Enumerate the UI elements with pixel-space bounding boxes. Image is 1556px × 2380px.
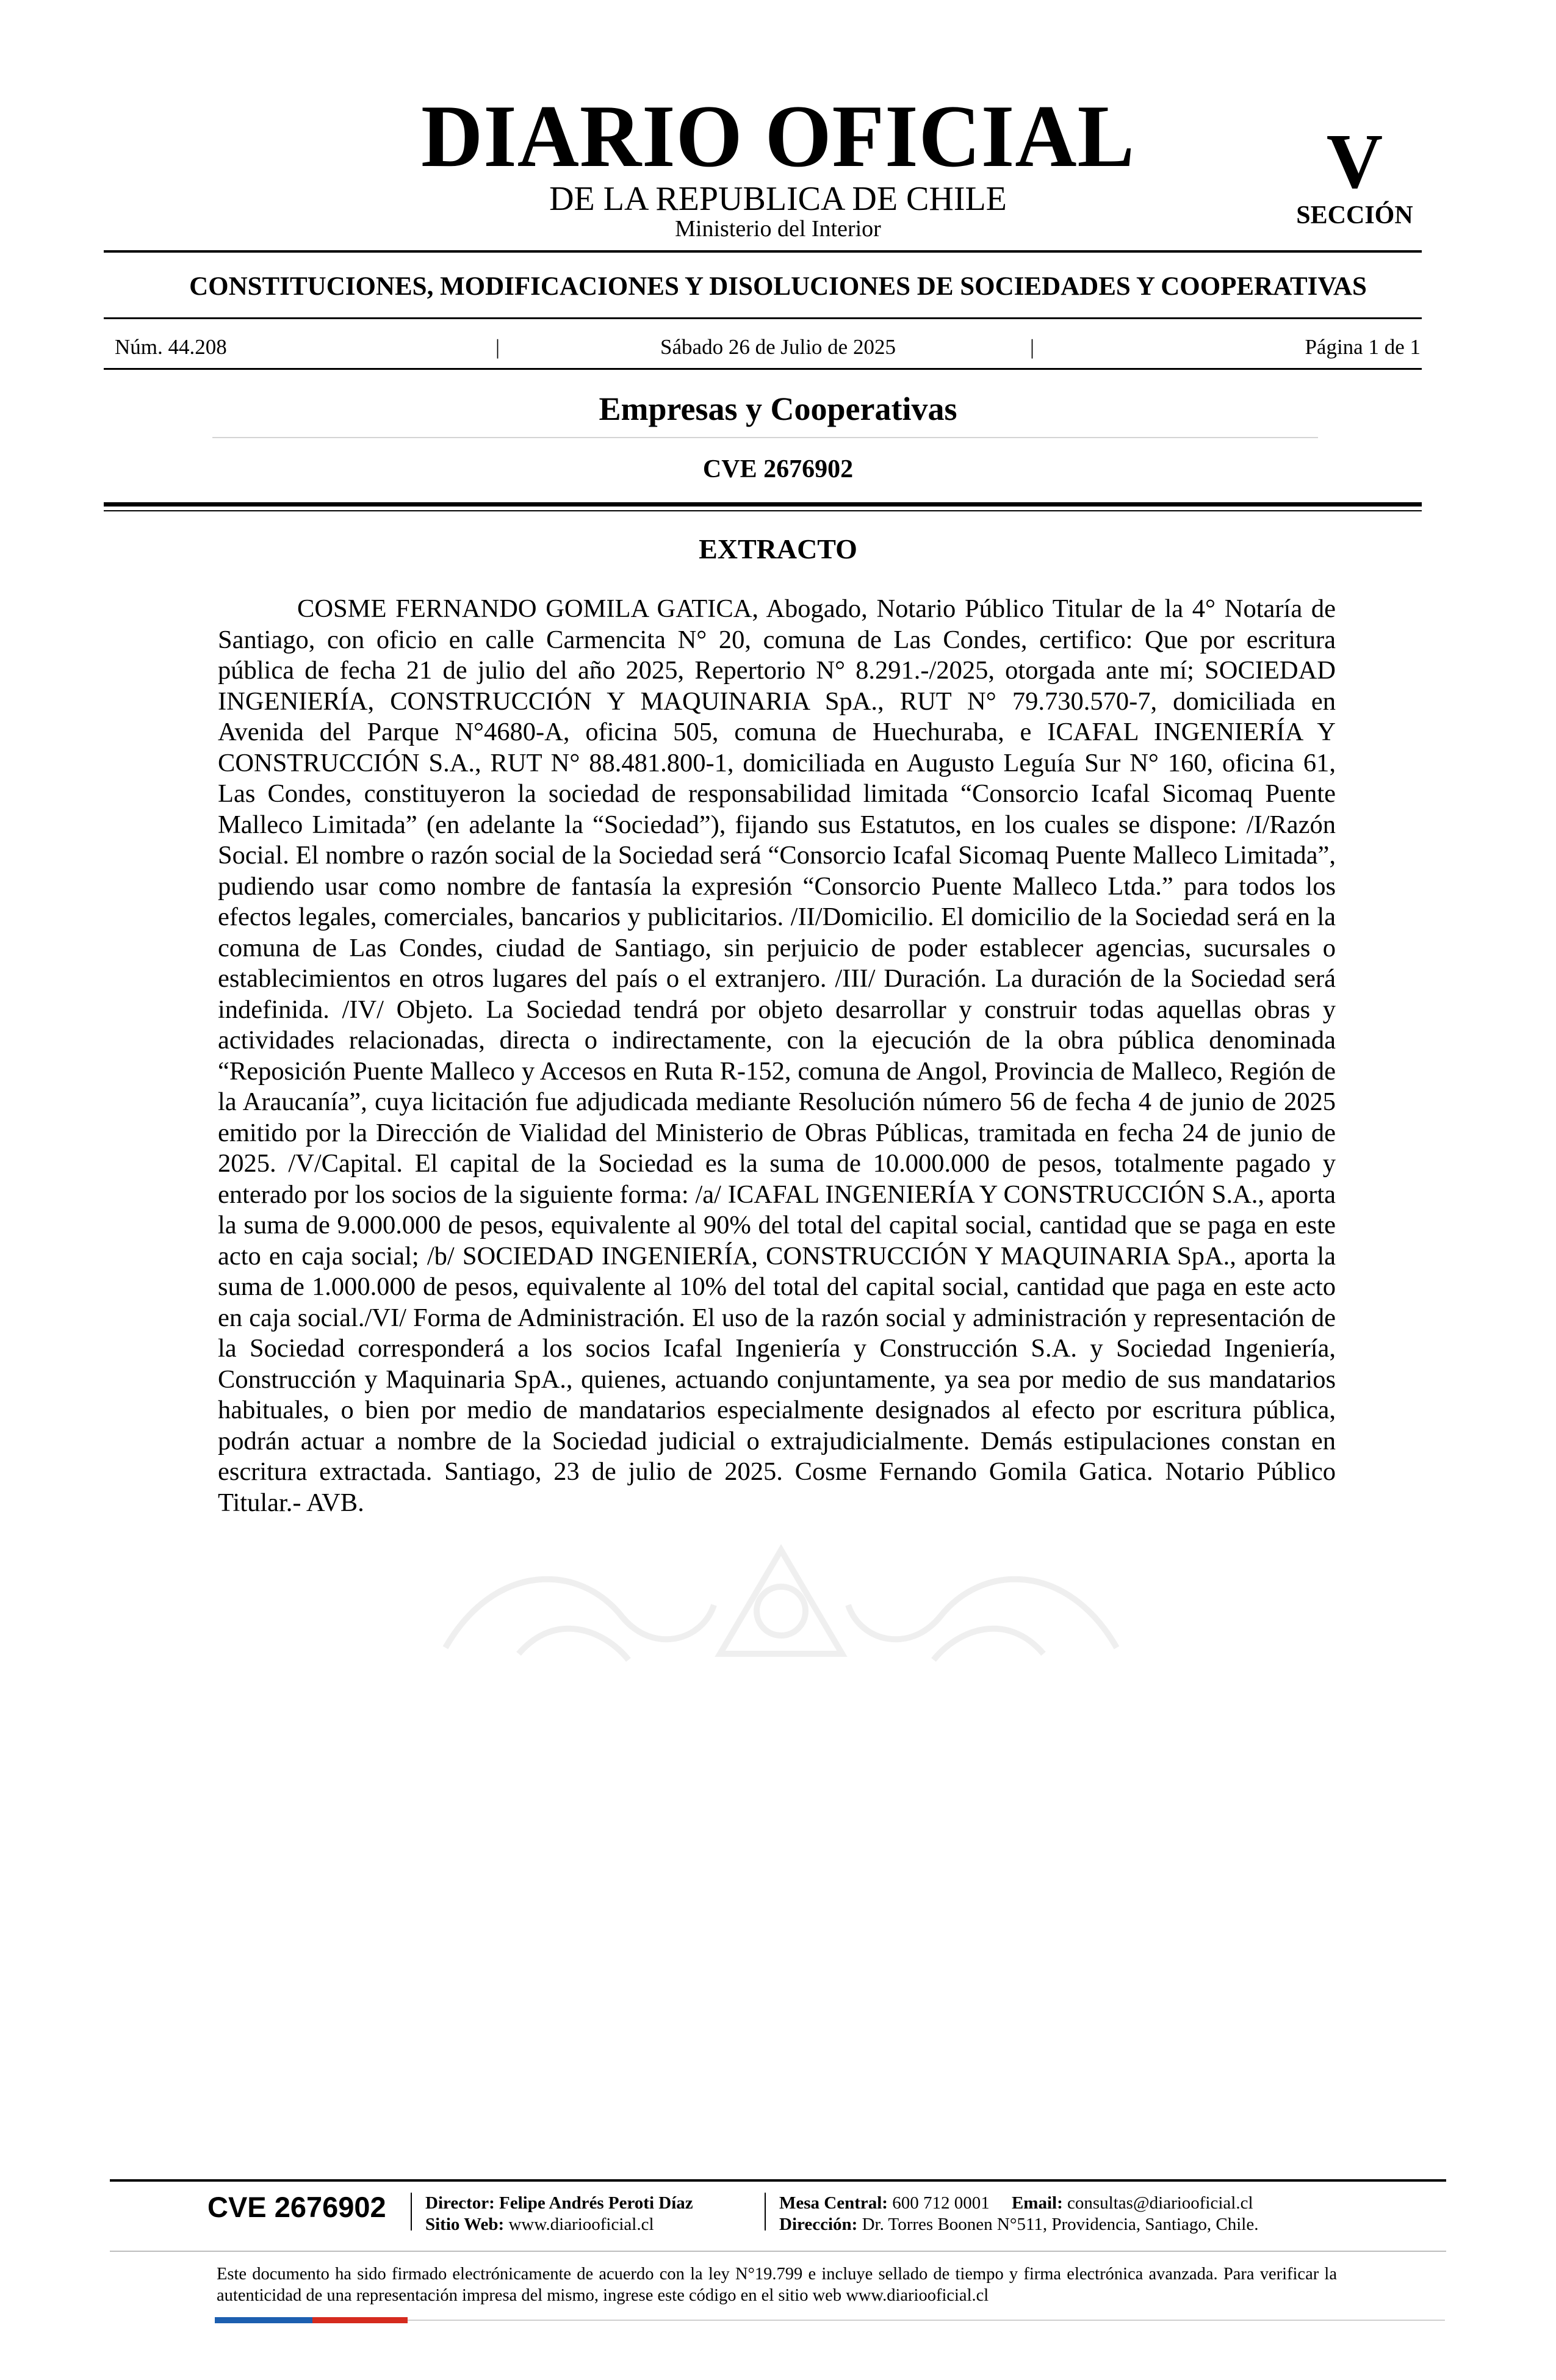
masthead-ministry: Ministerio del Interior: [675, 216, 881, 242]
issue-number: Núm. 44.208: [115, 335, 227, 359]
footer-address: [779, 2216, 1258, 2234]
footer-contact: [779, 2194, 1253, 2212]
double-rule-bottom: [104, 510, 1422, 511]
website-label: Sitio Web:: [425, 2215, 505, 2234]
flag-stripe-red: [312, 2317, 408, 2323]
footer-rule: [110, 2179, 1446, 2182]
footer-cve-code: CVE 2676902: [207, 2191, 386, 2223]
footer-divider: [411, 2193, 412, 2230]
double-rule-top: [104, 502, 1422, 507]
issue-date: Sábado 26 de Julio de 2025: [660, 335, 896, 359]
masthead-subtitle: DE LA REPUBLICA DE CHILE: [549, 180, 1007, 218]
info-rule: [104, 368, 1422, 370]
phone-number: 600 712 0001: [892, 2193, 990, 2213]
section-letter: V: [1326, 118, 1383, 204]
flag-stripe-line: [408, 2320, 1445, 2321]
email-link[interactable]: consultas@diariooficial.cl: [1067, 2193, 1253, 2213]
footer-director: [425, 2194, 693, 2212]
signature-notice: Este documento ha sido firmado electrónicamente de acuerdo con la ley N°19.799 e incluye sellado de tiempo y firma electrónica avanzada. Para verificar la autenticidad de una representación impresa del mismo, ingrese este código en el sitio web www.diariooficial.cl: [217, 2265, 1337, 2305]
phone-label: Mesa Central:: [779, 2193, 888, 2213]
footer-website: [425, 2216, 654, 2234]
footer-separator: [110, 2251, 1446, 2252]
section-category: CONSTITUCIONES, MODIFICACIONES Y DISOLUCIONES DE SOCIEDADES Y COOPERATIVAS: [189, 272, 1367, 301]
address-label: Dirección:: [779, 2215, 858, 2234]
director-name: Felipe Andrés Peroti Díaz: [499, 2193, 693, 2213]
masthead-title: DIARIO OFICIAL: [421, 87, 1135, 186]
email-label: Email:: [1011, 2193, 1063, 2213]
info-separator: |: [1030, 335, 1035, 359]
website-link[interactable]: www.diariooficial.cl: [508, 2215, 654, 2234]
masthead-rule: [104, 250, 1422, 253]
page-indicator: Página 1 de 1: [1305, 335, 1421, 359]
publisher-rule: [212, 437, 1318, 438]
publisher-heading: Empresas y Cooperativas: [599, 391, 957, 427]
cve-code: CVE 2676902: [702, 455, 854, 483]
flag-stripe-blue: [215, 2317, 312, 2323]
info-separator: |: [495, 335, 500, 359]
director-label: Director:: [425, 2193, 495, 2213]
section-label: SECCIÓN: [1296, 201, 1413, 229]
document-title: EXTRACTO: [699, 533, 857, 564]
address-value: Dr. Torres Boonen N°511, Providencia, Santiago, Chile.: [862, 2215, 1259, 2234]
document-body: COSME FERNANDO GOMILA GATICA, Abogado, Notario Público Titular de la 4° Notaría de Santiago, con oficio en calle Carmencita N° 20, comuna de Las Condes, certifico: Que por escritura pública de fecha 21 de julio del año 2025, Repertorio N° 8.291.-/2025, otorgada ante mí; SOCIEDAD INGENIERÍA, CONSTRUCCIÓN Y MAQUINARIA SpA., RUT N° 79.730.570-7, domiciliada en Avenida del Parque N°4680-A, oficina 505, comuna de Huechuraba, e ICAFAL INGENIERÍA Y CONSTRUCCIÓN S.A., RUT N° 88.481.800-1, domiciliada en Augusto Leguía Sur N° 160, oficina 61, Las Condes, constituyeron la sociedad de responsabilidad limitada “Consorcio Icafal Sicomaq Puente Malleco Limitada” (en adelante la “Sociedad”), fijando sus Estatutos, en los cuales se dispone: /I/Razón Social. El nombre o razón social de la Sociedad será “Consorcio Icafal Sicomaq Puente Malleco Limitada”, pudiendo usar como nombre de fantasía la expresión “Consorcio Puente Malleco Ltda.” para todos los efectos legales, comerciales, bancarios y publicitarios. /II/Domicilio. El domicilio de la Sociedad será en la comuna de Las Condes, ciudad de Santiago, sin perjuicio de poder establecer agencias, sucursales o establecimientos en otros lugares del país o el extranjero. /III/ Duración. La duración de la Sociedad será indefinida. /IV/ Objeto. La Sociedad tendrá por objeto desarrollar y construir todas aquellas obras y actividades relacionadas, directa o indirectamente, con la ejecución de la obra pública denominada “Reposición Puente Malleco y Accesos en Ruta R-152, comuna de Angol, Provincia de Malleco, Región de la Araucanía”, cuya licitación fue adjudicada mediante Resolución número 56 de fecha 4 de junio de 2025 emitido por la Dirección de Vialidad del Ministerio de Obras Públicas, tramitada en fecha 24 de junio de 2025. /V/Capital. El capital de la Sociedad es la suma de 10.000.000 de pesos, totalmente pagado y enterado por los socios de la siguiente forma: /a/ ICAFAL INGENIERÍA Y CONSTRUCCIÓN S.A., aporta la suma de 9.000.000 de pesos, equivalente al 90% del total del capital social, cantidad que se paga en este acto en caja social; /b/ SOCIEDAD INGENIERÍA, CONSTRUCCIÓN Y MAQUINARIA SpA., aporta la suma de 1.000.000 de pesos, equivalente al 10% del total del capital social, cantidad que paga en este acto en caja social./VI/ Forma de Administración. El uso de la razón social y administración y representación de la Sociedad corresponderá a los socios Icafal Ingeniería y Construcción S.A. y Sociedad Ingeniería, Construcción y Maquinaria SpA., quienes, actuando conjuntamente, ya sea por medio de sus mandatarios habituales, o bien por medio de mandatarios especialmente designados al efecto por escritura pública, podrán actuar a nombre de la Sociedad judicial o extrajudicialmente. Demás estipulaciones constan en escritura extractada. Santiago, 23 de julio de 2025. Cosme Fernando Gomila Gatica. Notario Público Titular.- AVB.: [218, 594, 1336, 1517]
footer-divider: [765, 2193, 766, 2230]
category-rule: [104, 317, 1422, 319]
coat-of-arms-watermark-icon: [421, 1538, 1141, 1666]
